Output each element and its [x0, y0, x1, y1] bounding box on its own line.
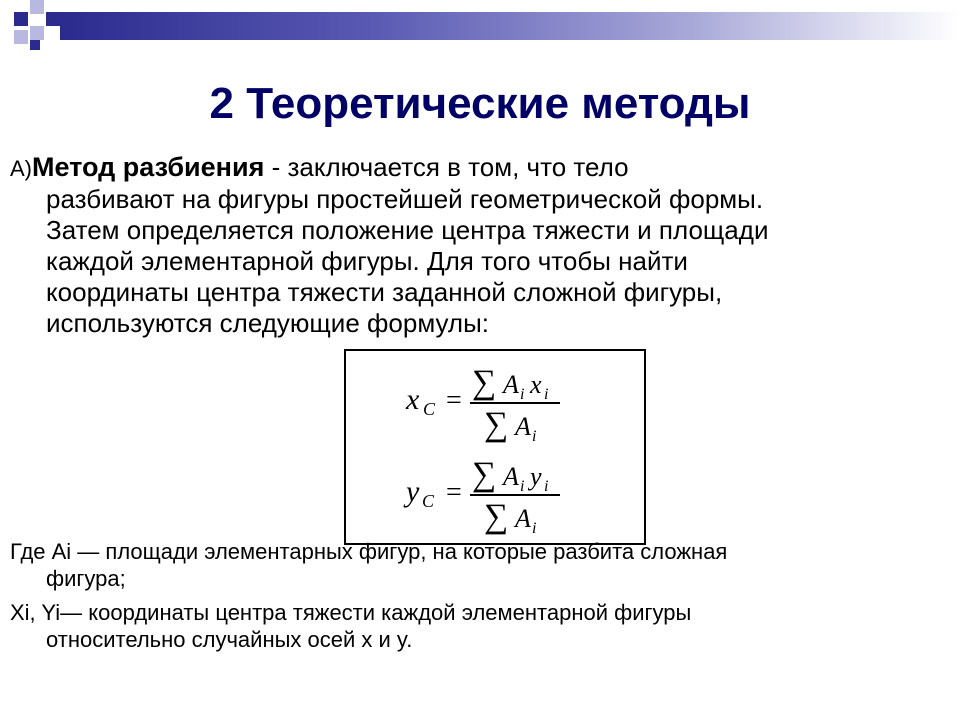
slide-title: 2 Теоретические методы — [209, 79, 751, 128]
method-paragraph — [10, 152, 940, 339]
formula-yc — [403, 456, 560, 537]
decor-gradient-bar — [60, 12, 960, 40]
sum-symbol: ∑ — [484, 498, 509, 535]
decor-square — [14, 12, 28, 26]
note-item — [10, 538, 940, 592]
formula-i: i — [544, 478, 549, 495]
method-text-line: каждой элементарной фигуры. Для того чтобы найти — [46, 246, 688, 276]
formula-x-sub: C — [423, 399, 436, 419]
formula-A: A — [503, 370, 519, 399]
decor-square — [30, 26, 44, 40]
formula-equals: = — [446, 385, 462, 416]
note-first-line: Xi, Yi— координаты центра тяжести каждой элементарной фигуры — [10, 600, 692, 625]
method-text-line: используются следующие формулы: — [46, 308, 490, 338]
formula-x: x — [530, 370, 542, 399]
formula-i: i — [544, 386, 549, 403]
method-text-line: разбивают на фигуры простейшей геометрической формы. — [46, 184, 764, 214]
formula-i: i — [520, 478, 525, 495]
decor-square — [30, 40, 40, 50]
formula-A: A — [515, 412, 531, 441]
formula-y-sub: C — [422, 491, 435, 511]
method-text-line: координаты центра тяжести заданной сложной фигуры, — [46, 277, 723, 307]
formula-y: y — [530, 462, 542, 491]
sum-symbol: ∑ — [484, 406, 509, 443]
method-prefix: А) — [10, 156, 32, 181]
formula-box — [344, 349, 646, 545]
formula-i: i — [532, 428, 537, 445]
decor-square — [14, 30, 28, 44]
formula-i: i — [520, 386, 525, 403]
sum-symbol: ∑ — [472, 456, 497, 493]
formula-i: i — [532, 520, 537, 537]
note-continuation: фигура; — [46, 566, 126, 591]
note-continuation: относительно случайных осей x и y. — [46, 627, 413, 652]
method-text-line: Затем определяется положение центра тяжести и площади — [46, 215, 769, 245]
formula-y-lhs: y — [406, 475, 420, 508]
formula-A: A — [503, 462, 519, 491]
note-item — [10, 599, 940, 653]
decor-square — [30, 0, 44, 14]
formula-x-lhs: x — [406, 383, 420, 416]
formula-xc — [405, 364, 560, 445]
sum-symbol: ∑ — [472, 364, 497, 401]
method-term: Метод разбиения — [32, 152, 265, 182]
centroid-formulas — [346, 351, 644, 543]
top-decorative-band — [0, 0, 960, 50]
formula-equals: = — [446, 477, 462, 508]
notes-section — [10, 538, 940, 660]
decor-square — [46, 12, 60, 26]
note-first-line: Где Ai — площади элементарных фигур, на которые разбита сложная — [10, 539, 728, 564]
method-text-first: - заключается в том, что тело — [264, 152, 629, 182]
formula-A: A — [515, 504, 531, 533]
